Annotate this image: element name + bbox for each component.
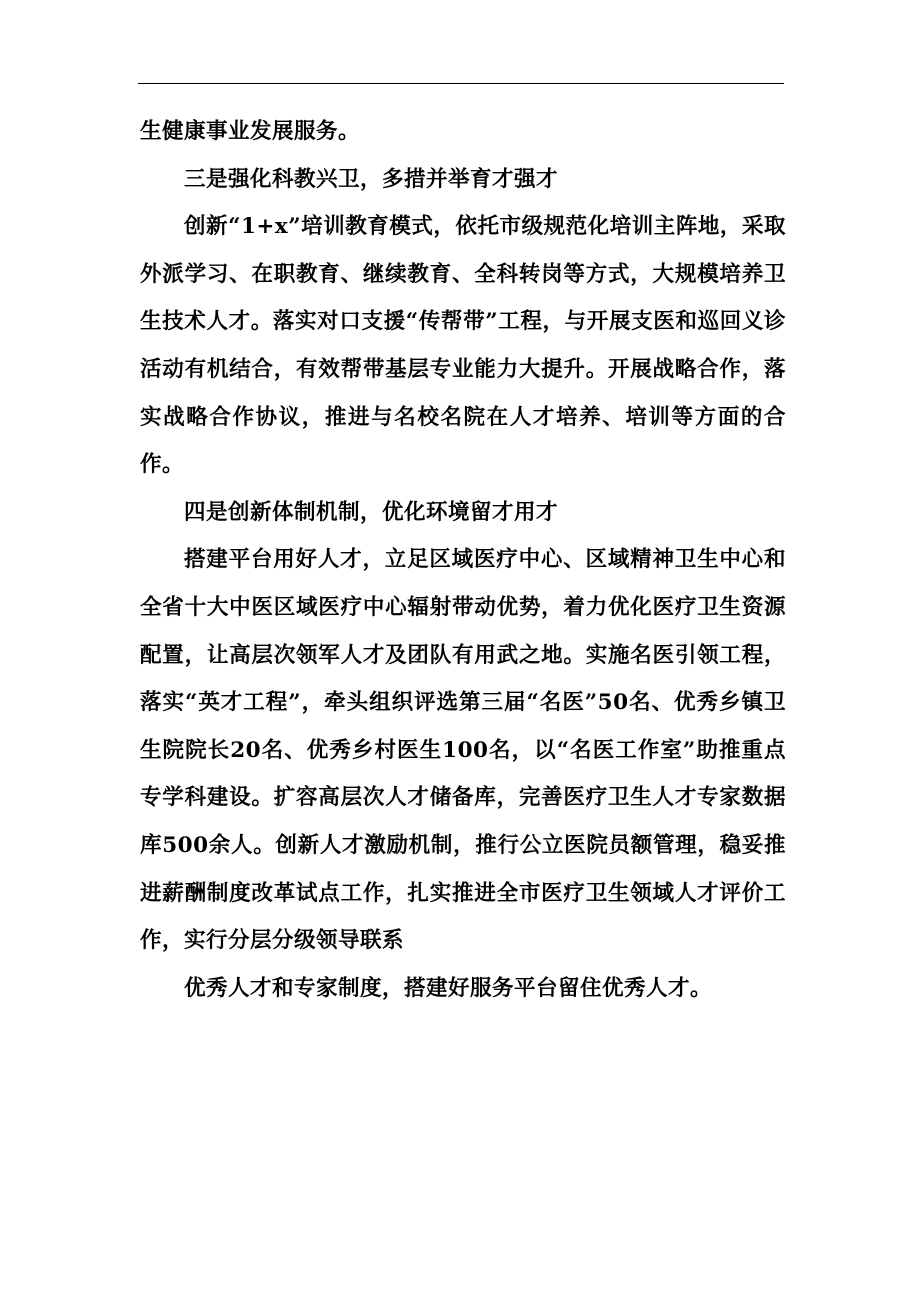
- section-heading-3: 三是强化科教兴卫，多措并举育才强才: [184, 166, 559, 192]
- header-rule: [138, 83, 784, 84]
- paragraph-training: 创新“1+x”培训教育模式，依托市级规范化培训主阵地，采取外派学习、在职教育、继续教育、全科转岗等方式，大规模培养卫生技术人才。落实对口支援“传帮带”工程，与开展支医和巡回义诊活动有机结合，有效帮带基层专业能力大提升。开展战略合作，落实战略合作协议，推进与名校名院在人才培养、培训等方面的合作。: [140, 214, 786, 478]
- paragraph-continuation: 生健康事业发展服务。: [140, 119, 361, 144]
- document-body: [140, 108, 786, 1012]
- paragraph-closing: 优秀人才和专家制度，搭建好服务平台留住优秀人才。: [184, 975, 713, 1001]
- paragraph-platform: 搭建平台用好人才，立足区域医疗中心、区域精神卫生中心和全省十大中医区域医疗中心辐射带动优势，着力优化医疗卫生资源配置，让高层次领军人才及团队有用武之地。实施名医引领工程，落实“英才工程”，牵头组织评选第三届“名医”50名、优秀乡镇卫生院院长20名、优秀乡村医生100名，以“名医工作室”助推重点专学科建设。扩容高层次人才储备库，完善医疗卫生人才专家数据库500余人。创新人才激励机制，推行公立医院员额管理，稳妥推进薪酬制度改革试点工作，扎实推进全市医疗卫生领域人才评价工作，实行分层分级领导联系: [140, 547, 786, 954]
- section-heading-4: 四是创新体制机制，优化环境留才用才: [184, 499, 559, 525]
